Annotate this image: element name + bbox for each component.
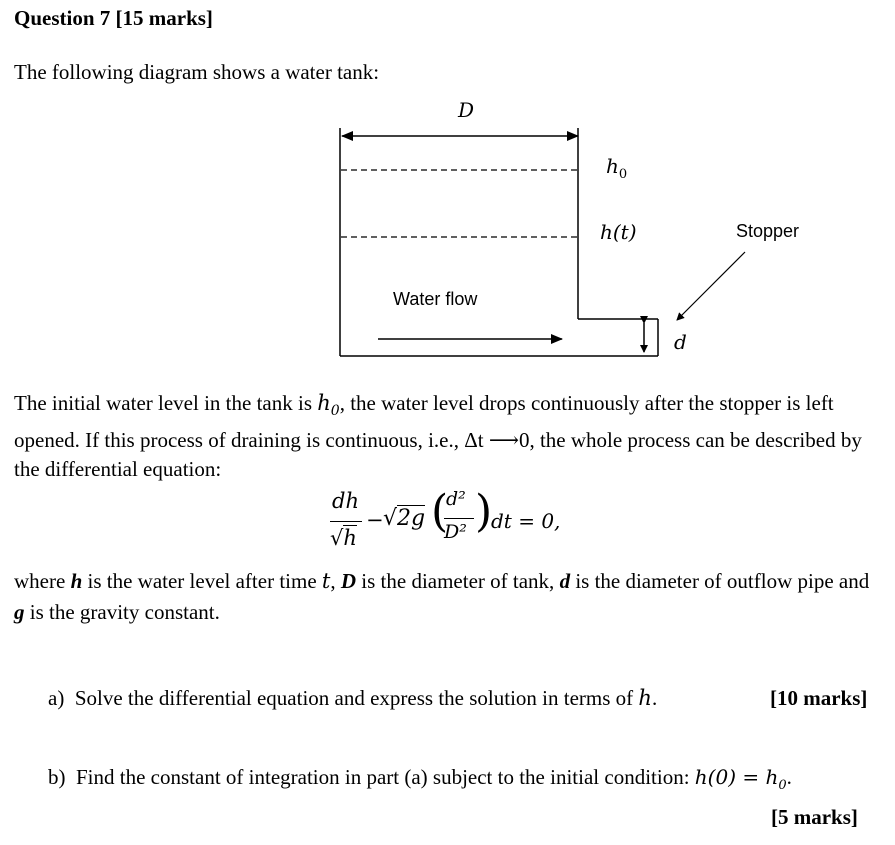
eq-frac-num: d² [446, 488, 466, 510]
label-d: d [674, 330, 687, 354]
label-water-flow: Water flow [393, 289, 478, 309]
question-heading: Question 7 [15 marks] [14, 6, 213, 30]
paragraph-definitions: where h is the water level after time t, D is the diameter of tank, d is the diameter of outflow pipe and g is the gravity constant. [14, 569, 870, 624]
label-h0: $h_0$ [606, 154, 628, 182]
part-a-label: a) [48, 686, 65, 710]
eq-frac-den: D² [444, 521, 467, 543]
part-b-marks: [5 marks] [771, 805, 858, 829]
label-ht: h(t) [600, 220, 637, 244]
label-D: D [458, 98, 475, 122]
paragraph-description: The initial water level in the tank is $h_0$, the water level drops continuously after the stopper is left opened. If this process of draining is continuous, i.e., Δt ⟶0, the whole process can be described by the differential equation: [14, 391, 862, 482]
eq-denominator-sqrt-h: √h [330, 526, 357, 550]
eq-minus: − [366, 508, 384, 532]
stopper-pointer-arrow [677, 252, 745, 320]
eq-numerator-dh: dh [332, 489, 359, 513]
eq-fraction-bar [330, 521, 362, 522]
part-a-marks: [10 marks] [770, 686, 868, 710]
part-b: b) Find the constant of integration in part (a) subject to the initial condition: $h(0) = h_0$. [48, 765, 792, 793]
eq-inner-fraction-bar [444, 518, 474, 519]
eq-sqrt-2g: √2g [383, 506, 426, 531]
eq-left-paren: ( [431, 486, 449, 537]
intro-text: The following diagram shows a water tank: [14, 60, 380, 84]
label-stopper: Stopper [736, 221, 800, 241]
part-a: a) Solve the differential equation and express the solution in terms of h. [48, 686, 658, 710]
part-b-label: b) [48, 765, 66, 789]
eq-right-paren: ) [475, 486, 493, 537]
eq-tail: dt = 0, [491, 509, 561, 533]
